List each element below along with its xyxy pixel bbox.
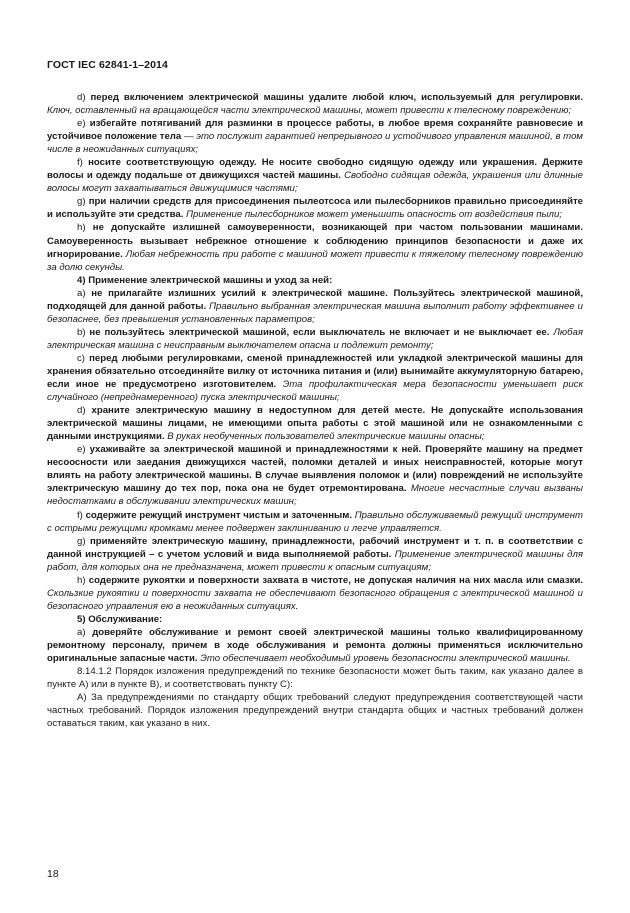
document-body	[47, 91, 583, 730]
plain-text: g)	[77, 535, 90, 547]
plain-text: f)	[77, 157, 89, 169]
paragraph	[47, 274, 583, 287]
italic-text: это послужит гарантией непрерывного и устойчивого управления машиной, в том числе в неожиданных ситуациях;	[47, 131, 583, 156]
bold-text: не пользуйтесь электрической машиной, если выключатель не включает и не выключает ее.	[89, 326, 550, 338]
plain-text: a)	[77, 287, 92, 299]
bold-text: ухаживайте за электрической машиной и принадлежностями к ней. Проверяйте машину на предмет несоосности или заедания движущихся частей, поломки деталей и иных неисправностей, которые могут влиять на работу электрической машины. В случае выявления поломок и (или) повреждений не используйте электрическую машину до тех пор, пока она не будет отремонтирована.	[47, 444, 583, 495]
italic-text: Правильно обслуживаемый режущий инструмент с острыми режущими кромками менее подвержен заклиниванию и легче управляется.	[47, 509, 583, 534]
page-number: 18	[47, 868, 59, 880]
plain-text: h)	[77, 222, 93, 234]
italic-text: Ключ, оставленный на вращающейся части электрической машины, может привести к телесному повреждению;	[47, 105, 572, 117]
bold-text: доверяйте обслуживание и ремонт своей электрической машины только квалифицированному ремонтному персоналу, причем в ходе обслуживания и ремонта должны применяться исключительно оригинальные запасные части.	[47, 626, 583, 665]
bold-text: не допускайте излишней самоуверенности, возникающей при частом пользовании машинами. Самоуверенность вызывает небрежное отношение к соблюдению принципов безопасности и даже их игнорирование.	[47, 222, 583, 260]
plain-text: c)	[77, 352, 90, 364]
italic-text: В руках необученных пользователей электрические машины опасны;	[167, 431, 485, 443]
paragraph	[47, 156, 583, 195]
paragraph	[47, 509, 583, 535]
plain-text: h)	[77, 574, 89, 586]
paragraph	[47, 404, 583, 443]
paragraph	[47, 626, 583, 665]
italic-text: Любая небрежность при работе с машиной может привести к тяжелому телесному повреждению за долю секунды.	[47, 248, 583, 273]
paragraph	[47, 574, 583, 613]
italic-text: Любая электрическая машина с неисправным выключателем опасна и подлежит ремонту;	[47, 326, 583, 351]
paragraph	[47, 287, 583, 326]
bold-text: содержите рукоятки и поверхности захвата в чистоте, не допуская наличия на них масла или смазки.	[88, 574, 584, 586]
italic-text: Эта профилактическая мера безопасности уменьшает риск случайного (непреднамеренного) пуска электрической машины;	[47, 379, 583, 404]
paragraph	[47, 195, 583, 221]
paragraph	[47, 613, 583, 626]
italic-text: Это обеспечивает необходимый уровень безопасности электрической машины.	[200, 653, 571, 665]
plain-text: d)	[77, 405, 92, 417]
bold-text: 5) Обслуживание:	[77, 613, 163, 625]
bold-text: применяйте электрическую машину, принадлежности, рабочий инструмент и т. п. в соответствии с данной инструкцией – с учетом условий и вида выполняемой работы.	[47, 535, 583, 560]
paragraph	[47, 691, 583, 730]
paragraph	[47, 352, 583, 404]
plain-text: f)	[77, 509, 86, 521]
bold-text: избегайте потягиваний для разминки в процессе работы, в любое время сохраняйте равновесие и устойчивое положение тела	[47, 118, 583, 143]
plain-text: g)	[77, 196, 89, 208]
bold-text: носите соответствующую одежду. Не носите свободно сидящую одежду или украшения. Держите волосы и одежду подальше от движущихся частей машины.	[47, 157, 583, 182]
plain-text: e)	[77, 118, 90, 130]
bold-text: не прилагайте излишних усилий к электрической машине. Пользуйтесь электрической машиной, подходящей для данной работы.	[47, 287, 583, 312]
italic-text: Правильно выбранная электрическая машина выполнит работу эффективнее и безопаснее, без превышения установленных параметров;	[47, 300, 583, 325]
italic-text: Свободно сидящая одежда, украшения или длинные волосы могут захватываться движущимися частями;	[47, 170, 583, 195]
plain-text: b)	[77, 326, 90, 338]
plain-text: A) За предупреждениями по стандарту общих требований следуют предупреждения соответствующей части частных требований. Порядок изложения предупреждений внутри стандарта общих и частных требований должен оставаться таким, как указано в них.	[47, 692, 583, 730]
paragraph	[47, 535, 583, 574]
bold-text: содержите режущий инструмент чистым и заточенным.	[85, 509, 352, 521]
bold-text: 4) Применение электрической машины и уход за ней:	[77, 274, 333, 286]
plain-text: a)	[77, 626, 93, 638]
paragraph	[47, 443, 583, 508]
bold-text: перед включением электрической машины удалите любой ключ, используемый для регулировки.	[90, 92, 583, 103]
document-header: ГОСТ IEC 62841-1–2014	[47, 59, 168, 71]
paragraph	[47, 221, 583, 273]
paragraph	[47, 665, 583, 691]
italic-text: Скользкие рукоятки и поверхности захвата не обеспечивают безопасного обращения с электрической машиной и безопасного управления ею в неожиданных ситуациях.	[47, 587, 583, 612]
italic-text: Применение электрической машины для работ, для которых она не предназначена, может привести к опасным ситуациям;	[47, 548, 583, 573]
plain-text: d)	[77, 92, 91, 103]
italic-text: Применение пылесборников может уменьшить опасность от воздействия пыли;	[186, 209, 562, 221]
bold-text: перед любыми регулировками, сменой принадлежностей или укладкой электрической машины для хранения обязательно отсоединяйте вилку от источника питания и (или) вынимайте аккумуляторную батарею, если иное не предусмотрено изготовителем.	[47, 352, 583, 391]
bold-text: при наличии средств для присоединения пылеотсоса или пылесборников правильно присоединяйте и используйте эти средства.	[47, 196, 583, 221]
plain-text: e)	[77, 444, 90, 456]
paragraph	[47, 326, 583, 352]
plain-text: —	[181, 131, 197, 143]
paragraph	[47, 91, 583, 117]
paragraph	[47, 117, 583, 156]
plain-text: 8.14.1.2 Порядок изложения предупреждений по технике безопасности может быть таким, как указано далее в пункте A) или в пункте B), и соответствовать пункту C):	[47, 666, 583, 691]
bold-text: храните электрическую машину в недоступном для детей месте. Не допускайте использования электрической машины лицами, не имеющими опыта работы с этой машиной или не ознакомленными с данными инструкциями.	[47, 405, 583, 443]
italic-text: Многие несчастные случаи вызваны недостатками в обслуживании электрических машин;	[47, 483, 583, 508]
